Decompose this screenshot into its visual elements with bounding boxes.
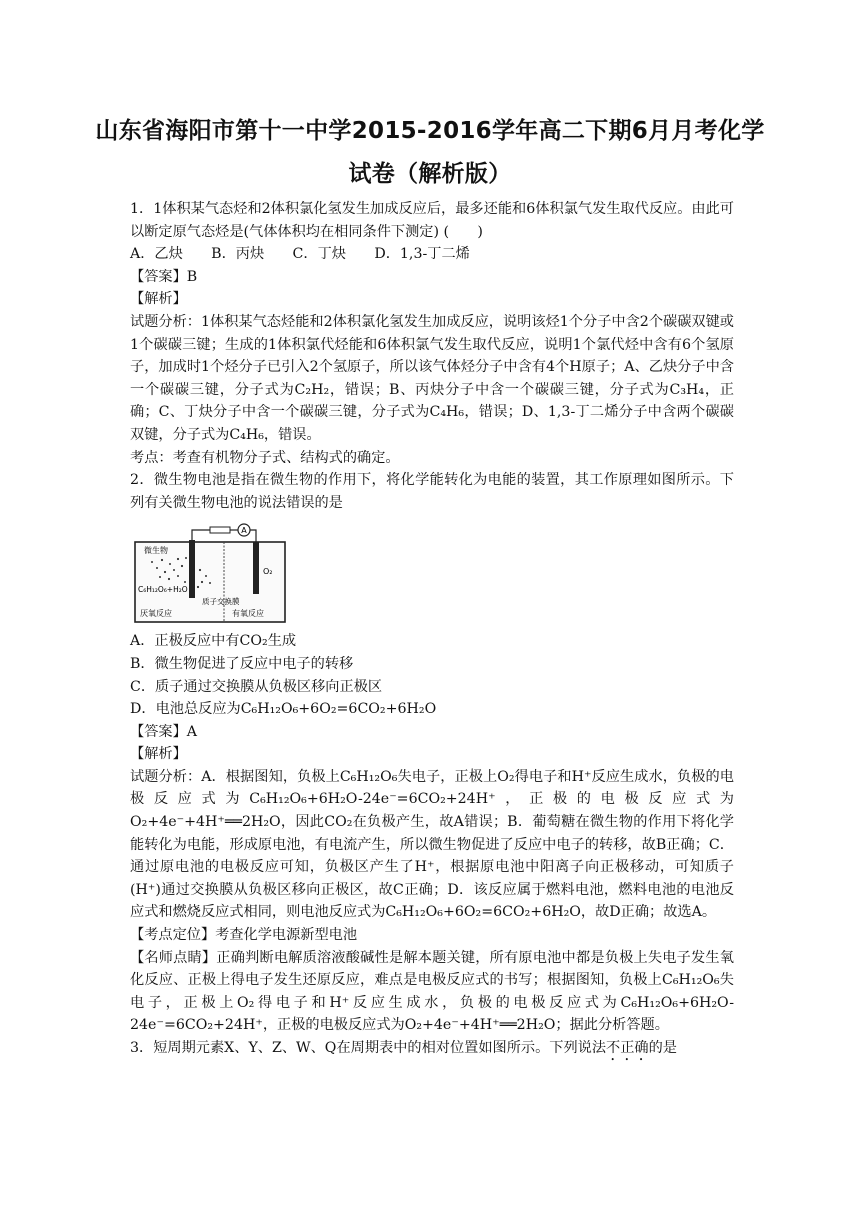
- battery-diagram: [132, 520, 290, 624]
- q2-stem: 2．微生物电池是指在微生物的作用下，将化学能转化为电能的装置，其工作原理如图所示。下列有关微生物电池的说法错误的是: [130, 472, 734, 511]
- q1-options: A．乙炔 B．丙炔 C．丁炔 D．1,3-丁二烯: [130, 246, 470, 263]
- cathode-electrode: [253, 542, 259, 594]
- q1-answer: 【答案】B: [130, 268, 198, 285]
- q2-answer: 【答案】A: [130, 723, 197, 740]
- label-microbe: 微生物: [144, 546, 168, 556]
- label-membrane: 质子交换膜: [202, 597, 240, 607]
- label-anaerobic: 厌氧反应: [140, 609, 172, 619]
- q1-kaodian: 考点：考查有机物分子式、结构式的确定。: [130, 449, 400, 466]
- q2-kaodian: 【考点定位】考查化学电源新型电池: [130, 927, 358, 944]
- q1-analysis: 试题分析：1体积某气态烃能和2体积氯化氢发生加成反应，说明该烃1个分子中含2个碳碳双键或1个碳碳三键；生成的1体积氯代烃能和6体积氯气发生取代反应，说明1个氯代烃中含有6个氢原子，加成时1个烃分子已引入2个氢原子，所以该气体烃分子中含有4个H原子；A、乙炔分子中含一个碳碳三键，分子式为C₂H₂，错误；B、丙炔分子中含一个碳碳三键，分子式为C₃H₄，正确；C、丁炔分子中含一个碳碳三键，分子式为C₄H₆，错误；D、1,3-丁二烯分子中含两个碳碳双键，分子式为C₄H₆，错误。: [130, 313, 734, 443]
- q2-mingshi: 【名师点睛】正确判断电解质溶液酸碱性是解本题关键，所有原电池中都是负极上失电子发生氧化反应、正极上得电子发生还原反应，难点是电极反应式的书写；根据图知，负极上C₆H₁₂O₆失电子，正极上O₂得电子和H⁺反应生成水，负极的电极反应式为C₆H₁₂O₆+6H₂O-24e⁻=6CO₂+24H⁺，正极的电极反应式为O₂+4e⁻+4H⁺══2H₂O；据此分析答题。: [130, 949, 734, 1034]
- document-body: [130, 198, 734, 1064]
- q1-analysis-heading: 【解析】: [130, 291, 187, 308]
- q1-stem: 1．1体积某气态烃和2体积氯化氢发生加成反应后，最多还能和6体积氯气发生取代反应。由此可以断定原气态烃是(气体体积均在相同条件下测定) ( ): [130, 201, 734, 240]
- q2-option-d: D．电池总反应为C₆H₁₂O₆+6O₂=6CO₂+6H₂O: [130, 701, 437, 718]
- anode-electrode: [189, 540, 195, 598]
- page-title-line2: 试卷（解析版）: [348, 161, 512, 187]
- battery-diagram-svg: [132, 520, 290, 624]
- label-aerobic: 有氧反应: [232, 609, 264, 619]
- q3-stem: [130, 1037, 734, 1064]
- q2-option-a: A．正极反应中有CO₂生成: [130, 633, 297, 650]
- q3-stem-after: 的是: [648, 1040, 677, 1056]
- label-o2: O₂: [263, 567, 273, 577]
- label-glucose: C₆H₁₂O₆+H₂O: [138, 585, 188, 595]
- q2-option-c: C．质子通过交换膜从负极区移向正极区: [130, 678, 383, 695]
- q2-option-b: B．微生物促进了反应中电子的转移: [130, 655, 354, 672]
- q3-stem-before: 3．短周期元素X、Y、Z、W、Q在周期表中的相对位置如图所示。下列说法: [130, 1040, 607, 1056]
- q3-stem-emphasis: 不正确: [606, 1040, 649, 1056]
- page-title-line1: 山东省海阳市第十一中学2015-2016学年高二下期6月月考化学: [95, 118, 765, 144]
- q2-analysis: 试题分析：A．根据图知，负极上C₆H₁₂O₆失电子，正极上O₂得电子和H⁺反应生成水，负极的电极反应式为C₆H₁₂O₆+6H₂O-24e⁻=6CO₂+24H⁺，正极的电极反应式为O₂+4e⁻+4H⁺══2H₂O，因此CO₂在负极产生，故A错误；B．葡萄糖在微生物的作用下将化学能转化为电能，形成原电池，有电流产生，所以微生物促进了反应中电子的转移，故B正确；C．通过原电池的电极反应可知，负极区产生了H⁺，根据原电池中阳离子向正极移动，可知质子(H⁺)通过交换膜从负极区移向正极区，故C正确；D．该反应属于燃料电池，燃料电池的电池反应式和燃烧反应式相同，则电池反应式为C₆H₁₂O₆+6O₂=6CO₂+6H₂O，故D正确；故选A。: [130, 768, 734, 921]
- q2-analysis-heading: 【解析】: [130, 746, 187, 763]
- ammeter-label: A: [241, 526, 247, 536]
